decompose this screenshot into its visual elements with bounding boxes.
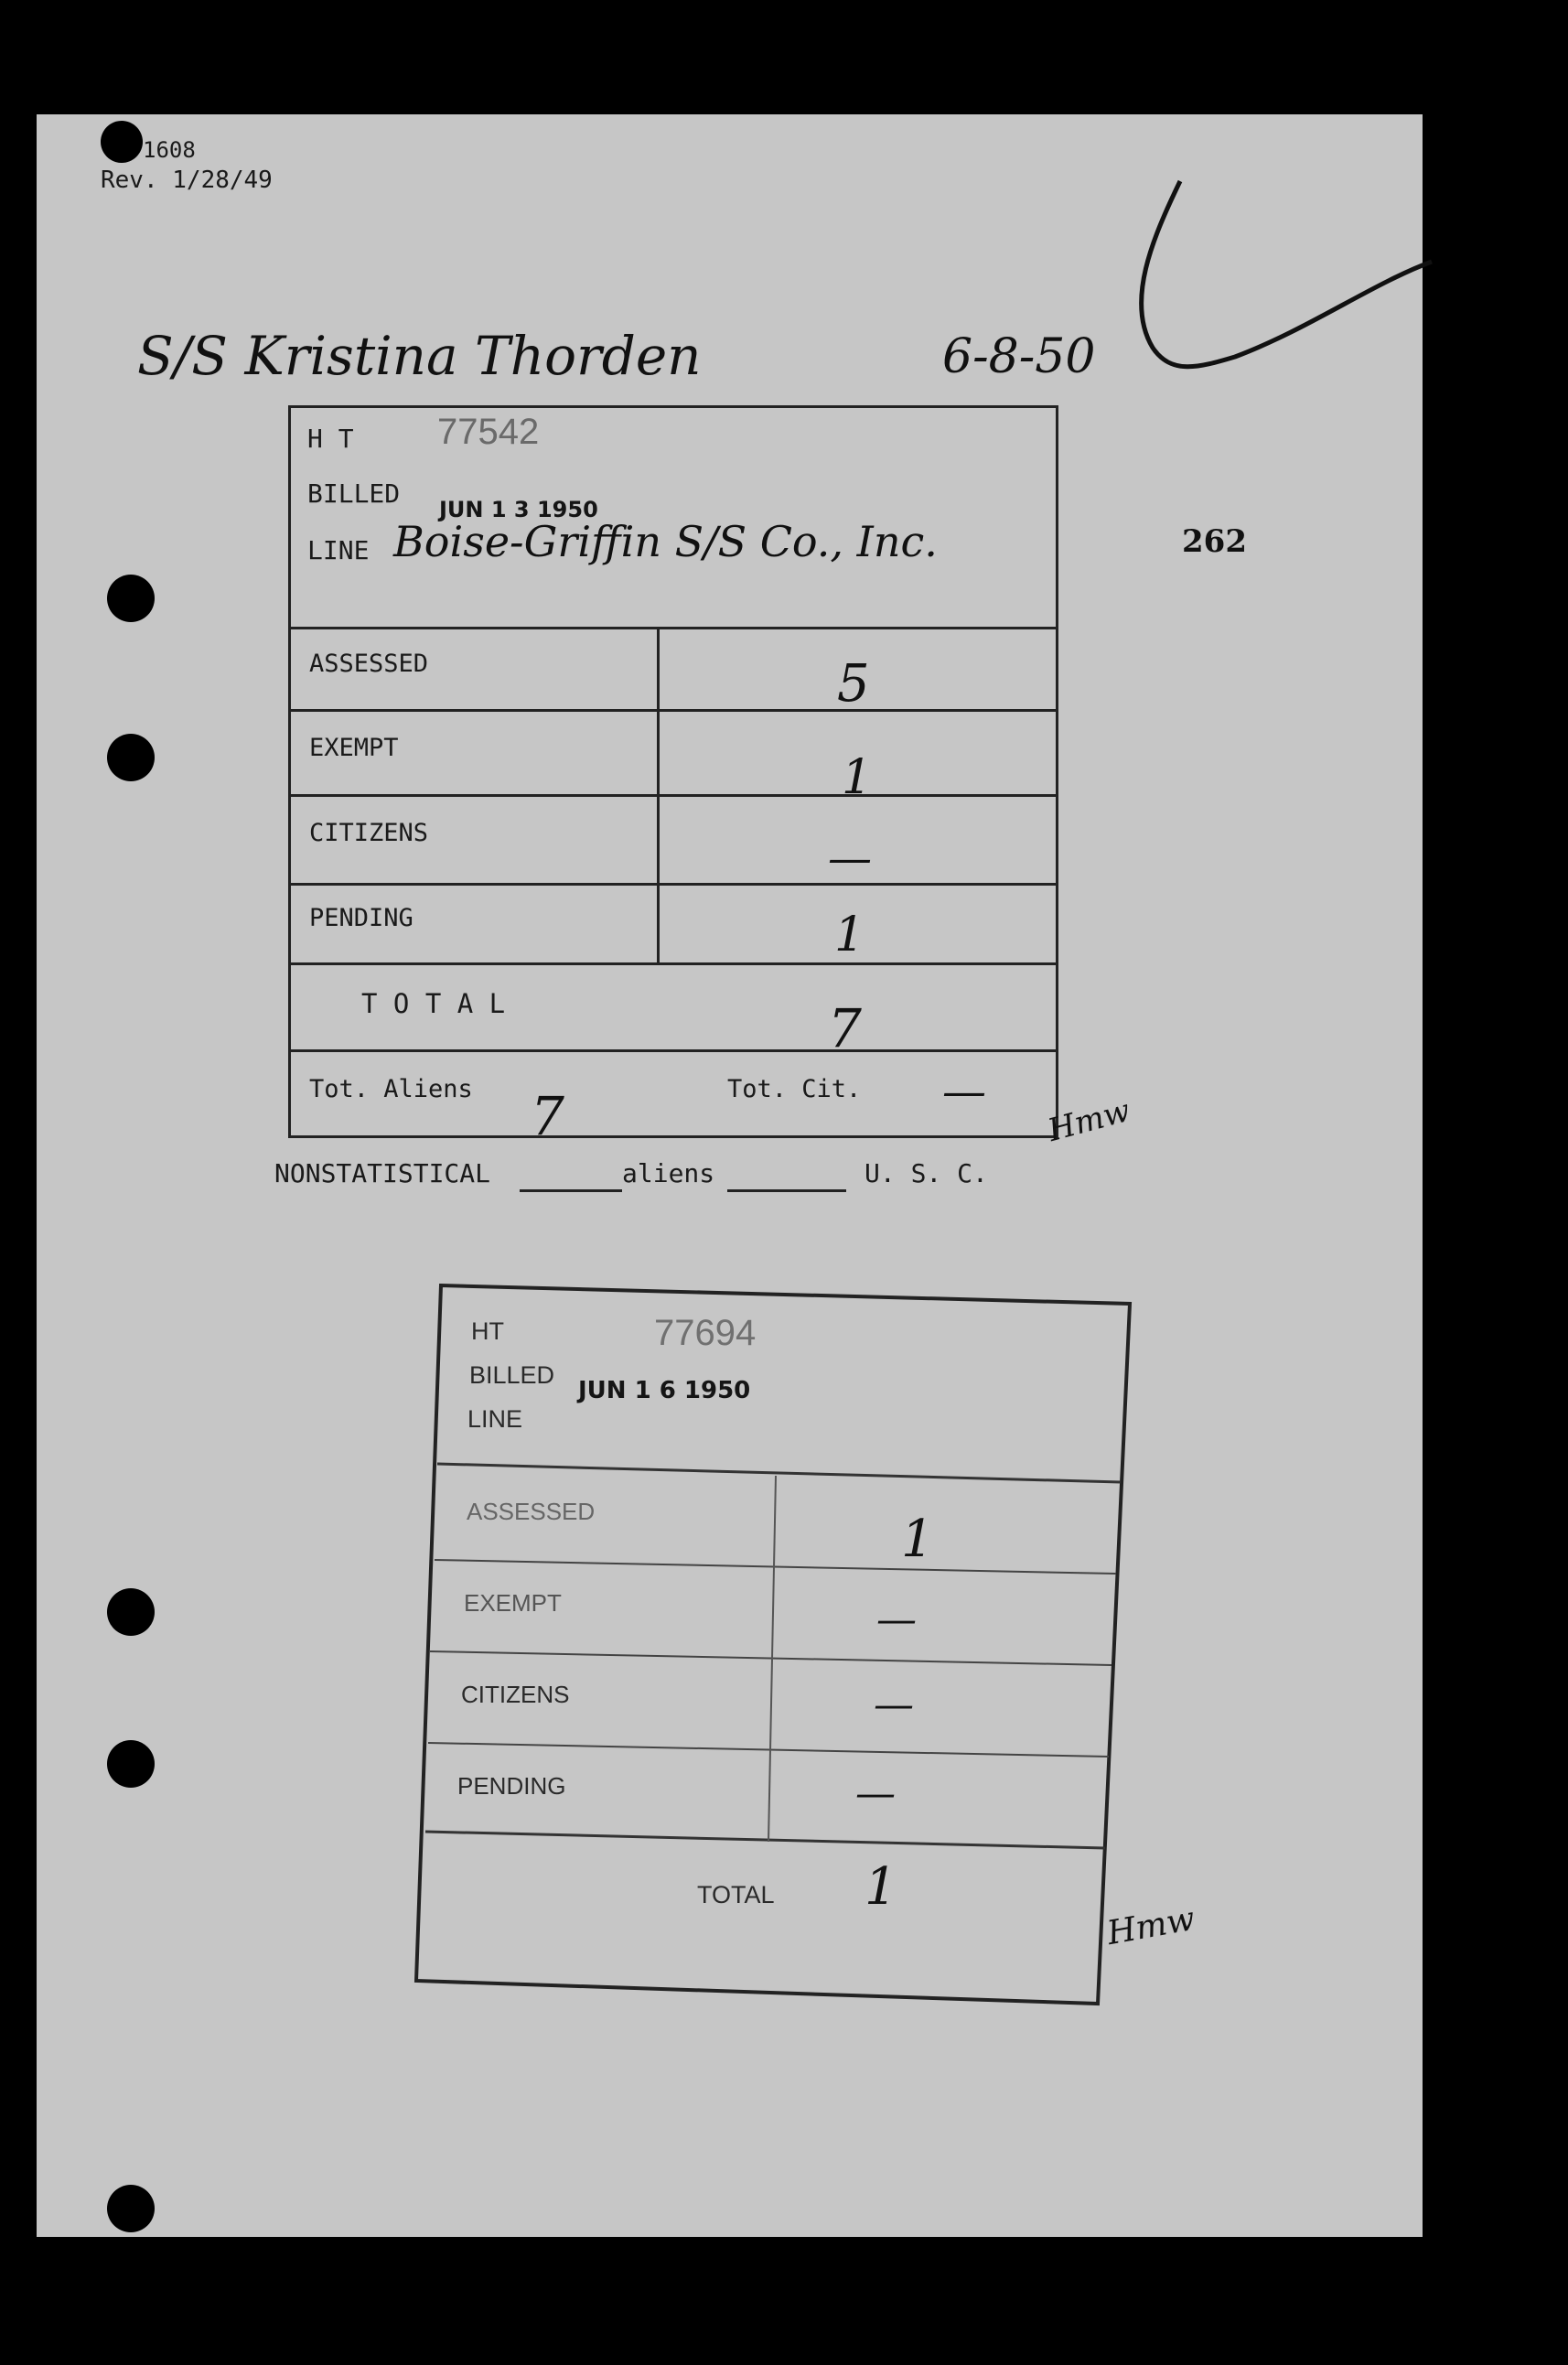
line-label: LINE <box>307 535 370 565</box>
row-value-assessed: 5 <box>837 654 870 714</box>
punch-hole <box>107 2185 155 2232</box>
punch-hole <box>107 575 155 622</box>
row-value-assessed-2: 1 <box>901 1510 934 1569</box>
row-label-assessed-2: ASSESSED <box>467 1498 596 1525</box>
arrival-date: 6-8-50 <box>942 329 1096 384</box>
total-value: 7 <box>828 997 862 1059</box>
usc-label: U. S. C. <box>865 1158 988 1188</box>
ht-label: H T <box>307 424 354 454</box>
row-label-citizens-2: CITIZENS <box>461 1681 570 1708</box>
row-value-citizens-2: — <box>874 1682 914 1728</box>
page-number: 262 <box>1182 523 1247 560</box>
punch-hole <box>107 1588 155 1636</box>
form-number: 1608 <box>143 137 196 163</box>
tot-aliens-label: Tot. Aliens <box>309 1075 473 1103</box>
row-label-exempt: EXEMPT <box>309 734 399 762</box>
aliens-blank <box>727 1189 846 1192</box>
tot-cit-label: Tot. Cit. <box>727 1075 862 1103</box>
tot-aliens-value: 7 <box>531 1085 564 1147</box>
total-label: T O T A L <box>361 988 506 1019</box>
punch-hole <box>107 1740 155 1788</box>
inspector-initials-2: Hmw <box>1104 1899 1198 1953</box>
ht-label-2: HT <box>471 1317 504 1345</box>
billed-label-2: BILLED <box>469 1361 555 1389</box>
row-value-pending: 1 <box>834 908 865 962</box>
punch-hole <box>101 121 143 163</box>
row-value-exempt: 1 <box>842 750 873 805</box>
total-label-2: TOTAL <box>697 1881 775 1908</box>
total-value-2: 1 <box>865 1857 897 1917</box>
row-label-pending-2: PENDING <box>457 1772 566 1800</box>
billed-label: BILLED <box>307 478 401 509</box>
billed-date-stamp: JUN 1 3 1950 <box>439 497 598 522</box>
row-label-pending: PENDING <box>309 904 413 932</box>
inspector-initials: Hmw <box>1044 1091 1134 1150</box>
check-mark-icon <box>1098 174 1436 393</box>
nonstatistical-label: NONSTATISTICAL <box>274 1158 491 1188</box>
row-label-citizens: CITIZENS <box>309 819 429 847</box>
tot-cit-value: — <box>942 1066 986 1117</box>
ht-number-2: 77694 <box>654 1313 757 1353</box>
row-label-exempt-2: EXEMPT <box>464 1589 562 1617</box>
row-value-pending-2: — <box>855 1770 896 1817</box>
aliens-label: aliens <box>622 1158 715 1188</box>
row-value-exempt-2: — <box>876 1596 917 1643</box>
form-revision: Rev. 1/28/49 <box>101 167 273 194</box>
row-label-assessed: ASSESSED <box>309 650 429 678</box>
ht-number: 77542 <box>437 412 540 452</box>
nonstatistical-blank <box>520 1189 622 1192</box>
line-label-2: LINE <box>467 1405 523 1433</box>
billed-date-stamp-2: JUN 1 6 1950 <box>578 1377 751 1404</box>
vessel-name: S/S Kristina Thorden <box>137 325 702 387</box>
line-value: Boise-Griffin S/S Co., Inc. <box>393 517 938 566</box>
punch-hole <box>107 734 155 781</box>
row-value-citizens: — <box>828 833 872 884</box>
